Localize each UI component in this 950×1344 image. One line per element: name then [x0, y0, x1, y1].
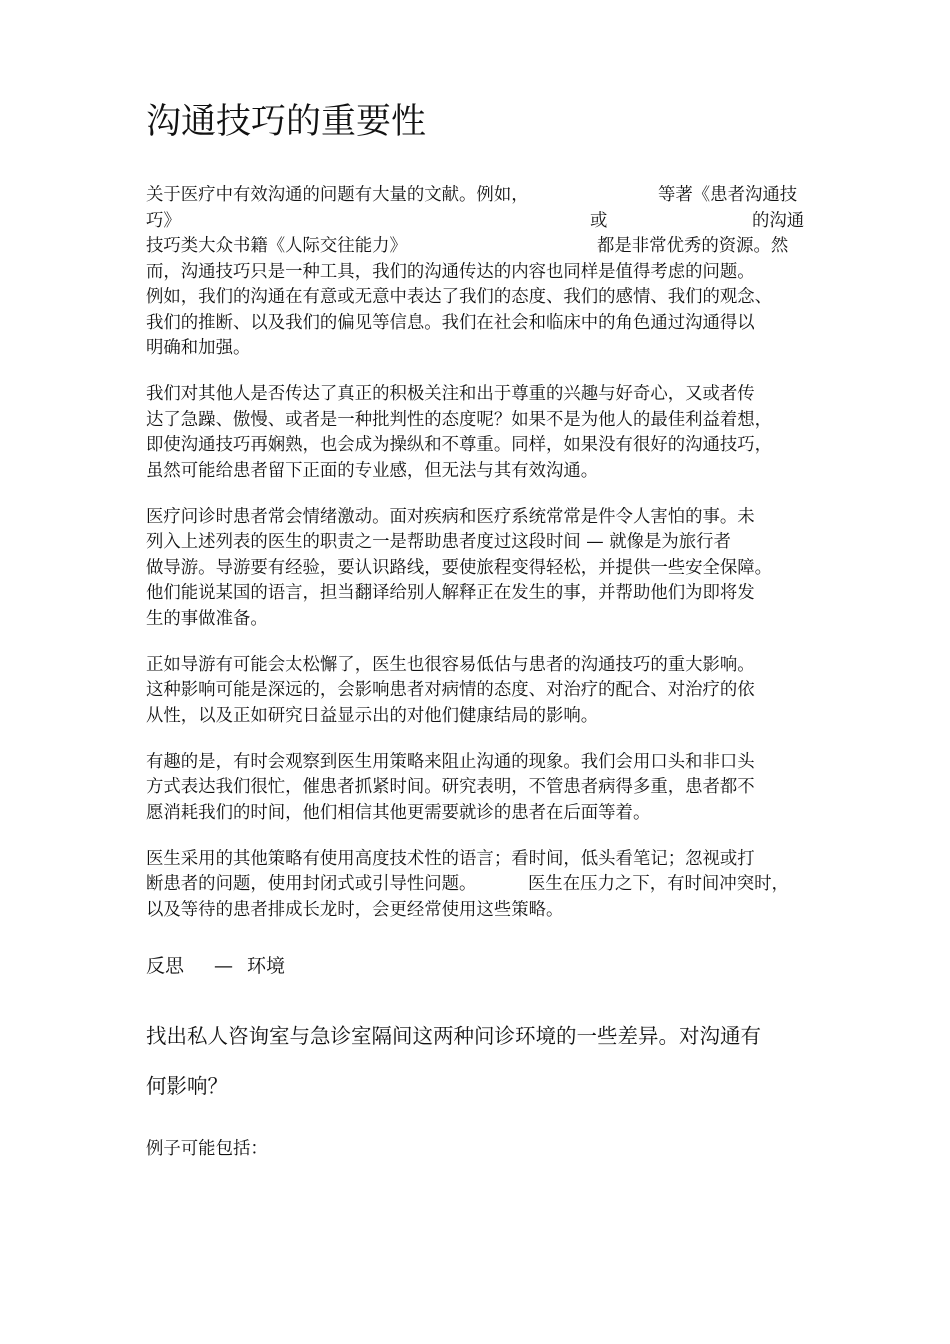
paragraph-line: 做导游。导游要有经验，要认识路线，要使旅程变得轻松，并提供一些安全保障。: [146, 558, 773, 578]
paragraph-line: 有趣的是，有时会观察到医生用策略来阻止沟通的现象。我们会用口头和非口头: [146, 752, 755, 772]
paragraph-line: 从性，以及正如研究日益显示出的对他们健康结局的影响。: [146, 706, 599, 726]
paragraph-line: 方式表达我们很忙，催患者抓紧时间。研究表明，不管患者病得多重，患者都不: [146, 777, 755, 797]
paragraph-line: 达了急躁、傲慢、或者是一种批判性的态度呢？如果不是为他人的最佳利益着想，: [146, 410, 773, 430]
text-segment: 医生在压力之下，有时间冲突时，: [528, 874, 789, 894]
text-segment: 等著《患者沟通技: [658, 185, 798, 205]
paragraph-line: 他们能说某国的语言，担当翻译给别人解释正在发生的事，并帮助他们为即将发: [146, 583, 755, 603]
paragraph-line: 这种影响可能是深远的，会影响患者对病情的态度、对治疗的配合、对治疗的依: [146, 680, 755, 700]
question-line-2: 何影响？: [146, 1074, 228, 1098]
paragraph-line: 我们对其他人是否传达了真正的积极关注和出于尊重的兴趣与好奇心，又或者传: [146, 384, 755, 404]
text-segment: 的沟通: [752, 211, 805, 231]
examples-label: 例子可能包括：: [146, 1139, 268, 1159]
paragraph-line: 愿消耗我们的时间，他们相信其他更需要就诊的患者在后面等着。: [146, 803, 651, 823]
paragraph-line: 以及等待的患者排成长龙时，会更经常使用这些策略。: [146, 900, 564, 920]
paragraph-line: 正如导游有可能会太松懈了，医生也很容易低估与患者的沟通技巧的重大影响。: [146, 655, 755, 675]
paragraph-line: 例如，我们的沟通在有意或无意中表达了我们的态度、我们的感情、我们的观念、: [146, 287, 773, 307]
paragraph-line: 虽然可能给患者留下正面的专业感，但无法与其有效沟通。: [146, 461, 599, 481]
page-title: 沟通技巧的重要性: [146, 102, 427, 142]
paragraph-line: 生的事做准备。: [146, 609, 268, 629]
paragraph-line: 明确和加强。: [146, 338, 251, 358]
section-heading-dash: —: [214, 955, 233, 977]
question-line-1: 找出私人咨询室与急诊室隔间这两种问诊环境的一些差异。对沟通有: [146, 1024, 761, 1048]
text-segment: 都是非常优秀的资源。然: [597, 236, 789, 256]
text-segment: 关于医疗中有效沟通的问题有大量的文献。例如，: [146, 185, 529, 205]
text-segment: 断患者的问题，使用封闭式或引导性问题。: [146, 874, 477, 894]
section-heading-left: 反思: [146, 955, 185, 977]
text-segment: 巧》: [146, 211, 181, 231]
text-segment: 技巧类大众书籍《人际交往能力》: [146, 236, 407, 256]
section-heading-right: 环境: [247, 955, 286, 977]
text-segment: 或: [590, 211, 608, 231]
paragraph-line: 即使沟通技巧再娴熟，也会成为操纵和不尊重。同样，如果没有很好的沟通技巧，: [146, 435, 773, 455]
paragraph-line: 医生采用的其他策略有使用高度技术性的语言；看时间，低头看笔记；忽视或打: [146, 849, 755, 869]
paragraph-line: 我们的推断、以及我们的偏见等信息。我们在社会和临床中的角色通过沟通得以: [146, 313, 755, 333]
paragraph-line: 列入上述列表的医生的职责之一是帮助患者度过这段时间 — 就像是为旅行者: [146, 532, 731, 552]
paragraph-line: 医疗问诊时患者常会情绪激动。面对疾病和医疗系统常常是件令人害怕的事。未: [146, 507, 755, 527]
paragraph-line: 而，沟通技巧只是一种工具，我们的沟通传达的内容也同样是值得考虑的问题。: [146, 262, 755, 282]
